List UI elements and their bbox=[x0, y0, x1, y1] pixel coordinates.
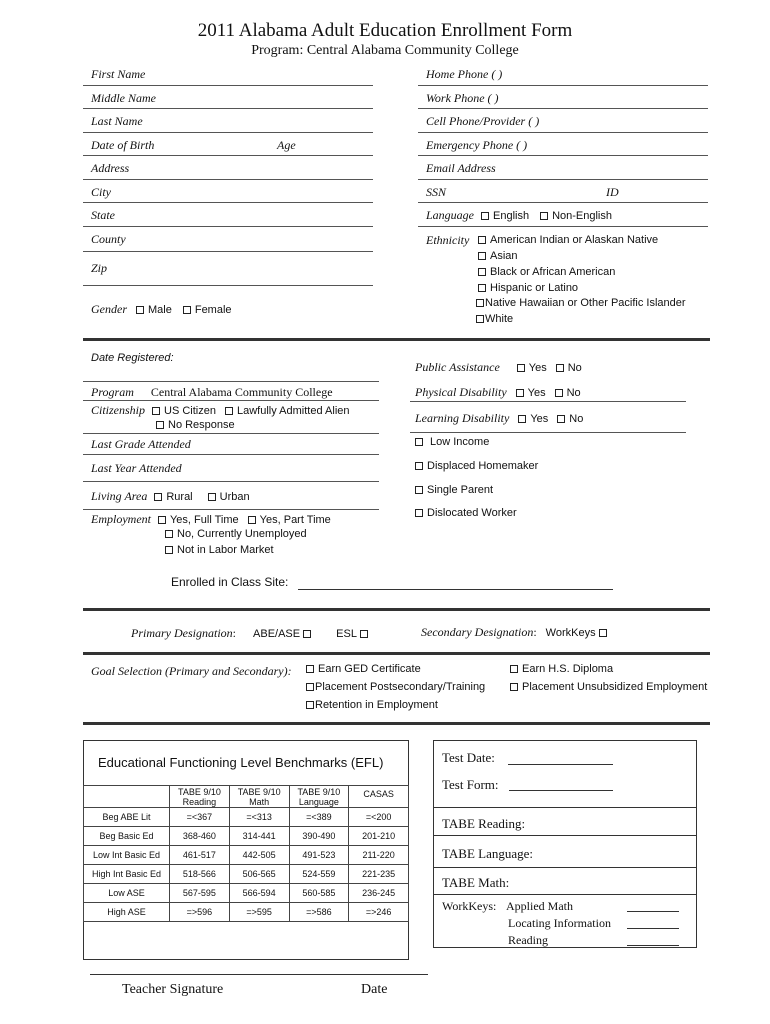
physical-disability-row bbox=[415, 385, 581, 400]
section-divider bbox=[83, 652, 710, 655]
checkbox-icon[interactable] bbox=[156, 421, 164, 429]
checkbox-icon[interactable] bbox=[415, 438, 423, 446]
unemployed-option[interactable]: No, Currently Unemployed bbox=[165, 528, 307, 540]
language-non-english-option[interactable]: Non-English bbox=[540, 210, 612, 222]
last-year-field[interactable]: Last Year Attended bbox=[91, 461, 182, 475]
learning-disability-no[interactable]: No bbox=[557, 413, 583, 425]
low-income-option[interactable]: Low Income bbox=[415, 436, 489, 448]
program-subtitle: Program: Central Alabama Community College bbox=[251, 43, 519, 58]
county-field[interactable]: County bbox=[91, 232, 126, 246]
language-label: Language bbox=[426, 208, 474, 222]
checkbox-icon[interactable] bbox=[225, 407, 233, 415]
not-labor-option[interactable]: Not in Labor Market bbox=[165, 544, 274, 556]
ethnicity-option-hispanic[interactable]: Hispanic or Latino bbox=[478, 282, 578, 294]
home-phone-field[interactable]: Home Phone ( ) bbox=[426, 67, 503, 81]
city-field[interactable]: City bbox=[91, 185, 111, 199]
living-area-label: Living Area bbox=[91, 489, 148, 503]
checkbox-icon[interactable] bbox=[248, 516, 256, 524]
checkbox-icon[interactable] bbox=[303, 630, 311, 638]
teacher-signature-line[interactable] bbox=[90, 974, 428, 975]
citizenship-label: Citizenship bbox=[91, 403, 146, 417]
address-field[interactable]: Address bbox=[91, 161, 130, 175]
test-form-field[interactable]: Test Form: bbox=[442, 777, 499, 792]
test-date-input[interactable] bbox=[508, 764, 613, 765]
abe-ase-option[interactable]: ABE/ASE bbox=[253, 628, 315, 640]
ethnicity-option-black[interactable]: Black or African American bbox=[478, 266, 615, 278]
secondary-designation-row: Secondary Designation: WorkKeys bbox=[421, 625, 611, 640]
goal-retention-option[interactable]: Retention in Employment bbox=[306, 699, 438, 711]
checkbox-icon[interactable] bbox=[476, 299, 484, 307]
no-response-option[interactable]: No Response bbox=[156, 419, 235, 431]
first-name-field[interactable]: First Name bbox=[91, 67, 146, 81]
checkbox-icon[interactable] bbox=[478, 268, 486, 276]
full-time-option[interactable]: Yes, Full Time bbox=[158, 514, 239, 526]
checkbox-icon[interactable] bbox=[476, 315, 484, 323]
single-parent-option[interactable]: Single Parent bbox=[415, 484, 493, 496]
public-assistance-label: Public Assistance bbox=[415, 360, 500, 374]
lawfully-admitted-option[interactable]: Lawfully Admitted Alien bbox=[225, 405, 350, 417]
middle-name-field[interactable]: Middle Name bbox=[91, 91, 156, 105]
checkbox-icon[interactable] bbox=[136, 306, 144, 314]
esl-option[interactable]: ESL bbox=[336, 628, 371, 640]
section-divider bbox=[83, 608, 710, 611]
citizenship-row bbox=[91, 403, 350, 418]
ethnicity-option-pacific-islander[interactable]: Native Hawaiian or Other Pacific Islander bbox=[476, 297, 686, 309]
test-date-field[interactable]: Test Date: bbox=[442, 750, 495, 765]
cell-phone-field[interactable]: Cell Phone/Provider ( ) bbox=[426, 114, 540, 128]
table-row: High ASE =>596 =>595 =>586 =>246 bbox=[84, 903, 409, 922]
gender-row bbox=[91, 302, 232, 317]
section-divider bbox=[83, 722, 710, 725]
goal-placement-post-option[interactable]: Placement Postsecondary/Training bbox=[306, 681, 485, 693]
checkbox-icon[interactable] bbox=[306, 665, 314, 673]
employment-label: Employment bbox=[91, 512, 151, 526]
efl-header-cell: TABE 9/10 Reading bbox=[170, 786, 230, 808]
program-value: Central Alabama Community College bbox=[150, 385, 333, 399]
locating-info-label: Locating Information bbox=[508, 916, 611, 930]
physical-disability-yes[interactable]: Yes bbox=[516, 387, 546, 399]
workkeys-label: WorkKeys: bbox=[442, 899, 497, 913]
rural-option[interactable]: Rural bbox=[154, 491, 192, 503]
dob-field[interactable]: Date of Birth bbox=[91, 138, 155, 152]
checkbox-icon[interactable] bbox=[510, 665, 518, 673]
checkbox-icon[interactable] bbox=[165, 530, 173, 538]
gender-female-option[interactable]: Female bbox=[183, 304, 232, 316]
urban-option[interactable]: Urban bbox=[208, 491, 250, 503]
age-field[interactable]: Age bbox=[277, 138, 296, 152]
public-assistance-row bbox=[415, 360, 582, 375]
goal-placement-unsub-option[interactable]: Placement Unsubsidized Employment bbox=[510, 681, 707, 693]
last-name-field[interactable]: Last Name bbox=[91, 114, 143, 128]
workkeys-option[interactable]: WorkKeys bbox=[546, 627, 611, 639]
checkbox-icon[interactable] bbox=[158, 516, 166, 524]
last-grade-field[interactable]: Last Grade Attended bbox=[91, 437, 191, 451]
table-row: High Int Basic Ed 518-566 506-565 524-559 221-235 bbox=[84, 865, 409, 884]
checkbox-icon[interactable] bbox=[152, 407, 160, 415]
checkbox-icon[interactable] bbox=[415, 486, 423, 494]
efl-header-cell: TABE 9/10 Math bbox=[229, 786, 289, 808]
ssn-field[interactable]: SSN bbox=[426, 185, 447, 199]
part-time-option[interactable]: Yes, Part Time bbox=[248, 514, 331, 526]
physical-disability-label: Physical Disability bbox=[415, 385, 507, 399]
program-label: Program bbox=[91, 385, 134, 399]
primary-designation-label: Primary Designation bbox=[131, 626, 233, 640]
checkbox-icon[interactable] bbox=[306, 683, 314, 691]
checkbox-icon[interactable] bbox=[557, 415, 565, 423]
checkbox-icon[interactable] bbox=[415, 509, 423, 517]
living-area-row bbox=[91, 489, 250, 504]
goal-selection-label: Goal Selection (Primary and Secondary): bbox=[91, 664, 292, 678]
checkbox-icon[interactable] bbox=[415, 462, 423, 470]
checkbox-icon[interactable] bbox=[478, 236, 486, 244]
efl-header-cell: TABE 9/10 Language bbox=[289, 786, 349, 808]
applied-math-label: Applied Math bbox=[506, 899, 573, 913]
state-field[interactable]: State bbox=[91, 208, 115, 222]
date-registered-field[interactable]: Date Registered: bbox=[91, 352, 174, 364]
table-row: Beg ABE Lit =<367 =<313 =<389 =<200 bbox=[84, 808, 409, 827]
public-assistance-no[interactable]: No bbox=[556, 362, 582, 374]
us-citizen-option[interactable]: US Citizen bbox=[152, 405, 216, 417]
tabe-math-field[interactable]: TABE Math: bbox=[442, 875, 510, 890]
ethnicity-label: Ethnicity bbox=[426, 233, 470, 247]
reading-input[interactable] bbox=[627, 945, 679, 946]
checkbox-icon[interactable] bbox=[208, 493, 216, 501]
efl-table bbox=[83, 785, 409, 922]
applied-math-input[interactable] bbox=[627, 911, 679, 912]
emergency-phone-field[interactable]: Emergency Phone ( ) bbox=[426, 138, 528, 152]
test-form-input[interactable] bbox=[509, 790, 613, 791]
goal-hs-diploma-option[interactable]: Earn H.S. Diploma bbox=[510, 663, 613, 675]
ethnicity-option-american-indian[interactable]: American Indian or Alaskan Native bbox=[478, 234, 658, 246]
checkbox-icon[interactable] bbox=[183, 306, 191, 314]
employment-row bbox=[91, 512, 331, 527]
checkbox-icon[interactable] bbox=[518, 415, 526, 423]
checkbox-icon[interactable] bbox=[165, 546, 173, 554]
checkbox-icon[interactable] bbox=[556, 364, 564, 372]
efl-header-cell: CASAS bbox=[349, 786, 409, 808]
ethnicity-option-asian[interactable]: Asian bbox=[478, 250, 518, 262]
program-row bbox=[91, 385, 333, 400]
checkbox-icon[interactable] bbox=[517, 364, 525, 372]
date-label: Date bbox=[361, 982, 388, 997]
public-assistance-yes[interactable]: Yes bbox=[517, 362, 547, 374]
table-row: Low Int Basic Ed 461-517 442-505 491-523 211-220 bbox=[84, 846, 409, 865]
checkbox-icon[interactable] bbox=[599, 629, 607, 637]
email-field[interactable]: Email Address bbox=[426, 161, 496, 175]
id-field[interactable]: ID bbox=[606, 185, 619, 199]
checkbox-icon[interactable] bbox=[540, 212, 548, 220]
learning-disability-yes[interactable]: Yes bbox=[518, 413, 548, 425]
physical-disability-no[interactable]: No bbox=[555, 387, 581, 399]
tabe-reading-field[interactable]: TABE Reading: bbox=[442, 816, 526, 831]
checkbox-icon[interactable] bbox=[478, 252, 486, 260]
table-row: Beg Basic Ed 368-460 314-441 390-490 201-210 bbox=[84, 827, 409, 846]
checkbox-icon[interactable] bbox=[154, 493, 162, 501]
table-row bbox=[84, 786, 409, 808]
learning-disability-row bbox=[415, 411, 583, 426]
checkbox-icon[interactable] bbox=[516, 389, 524, 397]
checkbox-icon[interactable] bbox=[306, 701, 314, 709]
learning-disability-label: Learning Disability bbox=[415, 411, 510, 425]
goal-ged-option[interactable]: Earn GED Certificate bbox=[306, 663, 421, 675]
checkbox-icon[interactable] bbox=[481, 212, 489, 220]
efl-title: Educational Functioning Level Benchmarks (EFL) bbox=[98, 755, 384, 770]
section-divider bbox=[83, 338, 710, 341]
dislocated-worker-option[interactable]: Dislocated Worker bbox=[415, 507, 517, 519]
gender-label: Gender bbox=[91, 302, 127, 316]
locating-info-input[interactable] bbox=[627, 928, 679, 929]
table-row: Low ASE 567-595 566-594 560-585 236-245 bbox=[84, 884, 409, 903]
reading-label: Reading bbox=[508, 933, 548, 947]
work-phone-field[interactable]: Work Phone ( ) bbox=[426, 91, 499, 105]
gender-male-option[interactable]: Male bbox=[136, 304, 172, 316]
secondary-designation-label: Secondary Designation bbox=[421, 625, 534, 639]
checkbox-icon[interactable] bbox=[555, 389, 563, 397]
ethnicity-option-white[interactable]: White bbox=[476, 313, 513, 325]
language-english-option[interactable]: English bbox=[481, 210, 529, 222]
displaced-homemaker-option[interactable]: Displaced Homemaker bbox=[415, 460, 538, 472]
checkbox-icon[interactable] bbox=[510, 683, 518, 691]
primary-designation-row: Primary Designation: ABE/ASE ESL bbox=[131, 626, 372, 641]
enrolled-class-site-input[interactable] bbox=[298, 589, 613, 590]
language-row bbox=[426, 208, 612, 223]
form-title: 2011 Alabama Adult Education Enrollment Form bbox=[197, 20, 573, 41]
zip-field[interactable]: Zip bbox=[91, 261, 108, 275]
checkbox-icon[interactable] bbox=[360, 630, 368, 638]
enrolled-class-site-label: Enrolled in Class Site: bbox=[171, 575, 289, 589]
tabe-language-field[interactable]: TABE Language: bbox=[442, 846, 534, 861]
teacher-signature-label: Teacher Signature bbox=[122, 982, 224, 997]
checkbox-icon[interactable] bbox=[478, 284, 486, 292]
